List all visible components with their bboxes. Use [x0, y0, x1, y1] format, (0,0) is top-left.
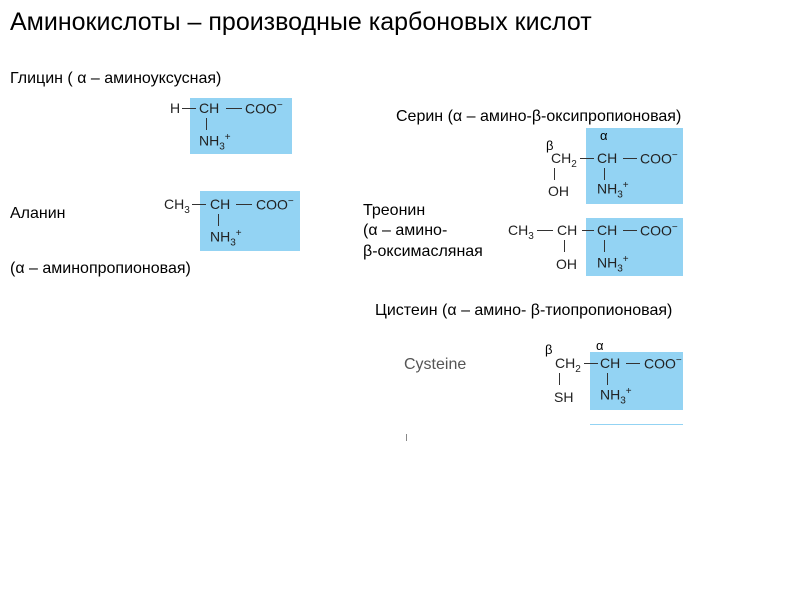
bond: [218, 214, 219, 226]
glycine-ch: CH: [199, 100, 220, 116]
glycine-h: H: [170, 100, 181, 116]
bond: [559, 373, 560, 385]
bond: [623, 230, 637, 231]
serine-alpha: α: [600, 128, 608, 143]
cysteine-coo: COO−: [644, 355, 682, 372]
bond: [604, 168, 605, 180]
serine-nh3: $NH_3^+$: [597, 180, 629, 201]
divider: [590, 424, 683, 425]
alanine-desc: (α – аминопропионовая): [10, 260, 191, 277]
cysteine-alpha: α: [596, 338, 604, 353]
serine-label: Серин (α – амино-β-оксипропионовая): [396, 108, 682, 125]
page-title: Аминокислоты – производные карбоновых кислот: [10, 8, 592, 36]
threonine-ch-alpha: CH: [597, 222, 618, 238]
bond: [554, 168, 555, 180]
bond: [607, 373, 608, 385]
threonine-coo: COO−: [640, 222, 678, 239]
alanine-coo: COO−: [256, 196, 294, 213]
bond: [604, 240, 605, 252]
bond: [582, 230, 594, 231]
bond: [626, 363, 640, 364]
threonine-desc-2: β-оксимасляная: [363, 243, 483, 260]
bond: [192, 204, 206, 205]
cysteine-sh: SH: [554, 389, 574, 405]
bond: [226, 108, 242, 109]
bond: [564, 240, 565, 252]
alanine-name: Аланин: [10, 205, 66, 222]
bond: [623, 158, 637, 159]
glycine-label: Глицин ( α – аминоуксусная): [10, 70, 222, 87]
threonine-ch-beta: CH: [557, 222, 578, 238]
cysteine-beta: β: [545, 342, 553, 357]
threonine-desc-1: (α – амино-: [363, 222, 448, 239]
alanine-nh3: $NH_3^+$: [210, 228, 242, 249]
bond: [206, 118, 207, 130]
cysteine-nh3: $NH_3^+$: [600, 386, 632, 407]
bond: [580, 158, 594, 159]
cysteine-label: Цистеин (α – амино- β-тиопропионовая): [375, 302, 673, 319]
cysteine-image-label: Cysteine: [404, 356, 467, 373]
cysteine-ch: CH: [600, 355, 621, 371]
bond: [537, 230, 553, 231]
serine-ch: CH: [597, 150, 618, 166]
glycine-coo: COO−: [245, 100, 283, 117]
bond: [236, 204, 252, 205]
alanine-ch: CH: [210, 196, 231, 212]
bond: [182, 108, 196, 109]
divider: [406, 434, 407, 441]
threonine-ch3: $CH_3$: [508, 222, 534, 242]
cysteine-ch2: $CH_2$: [555, 355, 581, 375]
alanine-ch3: $CH_3$: [164, 196, 190, 216]
serine-beta: β: [546, 138, 554, 153]
threonine-oh: OH: [556, 256, 577, 272]
threonine-nh3: $NH_3^+$: [597, 254, 629, 275]
serine-coo: COO−: [640, 150, 678, 167]
serine-ch2: $CH_2$: [551, 150, 577, 170]
threonine-name: Треонин: [363, 202, 426, 219]
glycine-nh3: $NH_3^+$: [199, 132, 231, 153]
serine-oh: OH: [548, 183, 569, 199]
bond: [584, 363, 598, 364]
